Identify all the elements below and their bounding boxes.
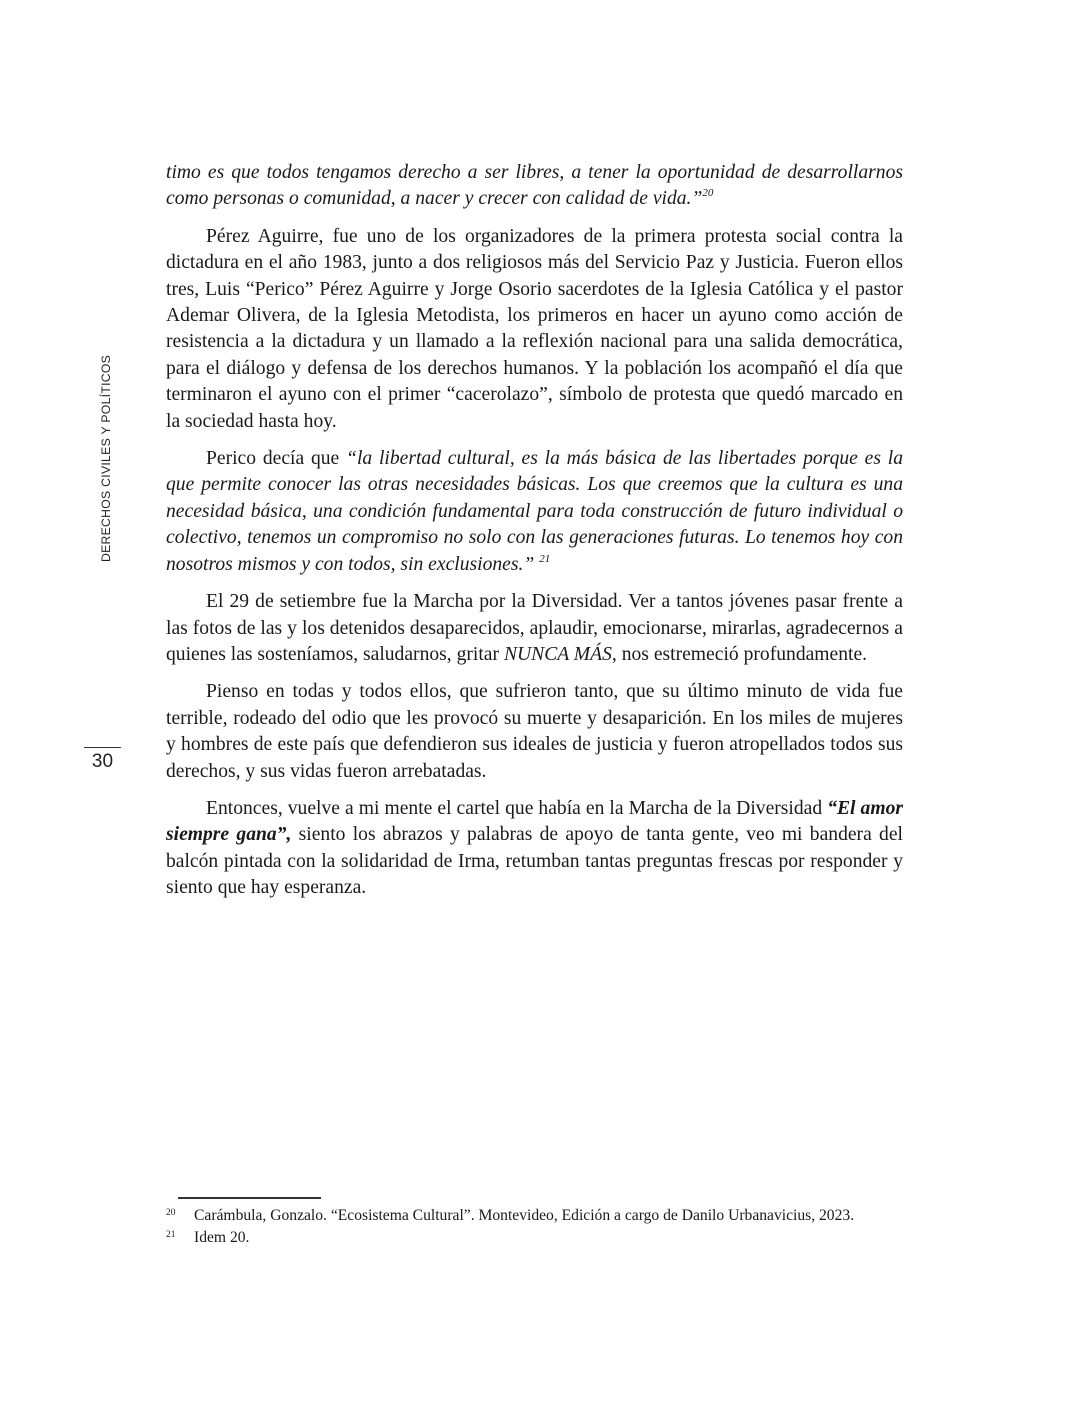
page-number: 30 — [91, 751, 114, 772]
paragraph-tail: , nos estremeció profundamente. — [611, 643, 868, 665]
paragraph-text: Pienso en todas y todos ellos, que sufrieron tanto, que su último minuto de vida fue terrible, rodeado del odio que les provocó su muerte y desaparición. En los miles de mujeres y hombres de este país que defendieron sus ideales de justicia y fueron atropellados todos sus derechos, y sus vidas fueron arrebatadas. — [166, 681, 903, 782]
emphasis-text: “El amor siempre gana”, — [166, 797, 903, 846]
paragraph — [166, 796, 903, 902]
running-head: DERECHOS CIVILES Y POLÍTICOS — [99, 354, 113, 562]
paragraph-quote-continuation — [166, 160, 903, 213]
footnote-text: Carámbula, Gonzalo. “Ecosistema Cultural”. Montevideo, Edición a cargo de Danilo Urbanavicius, 2023. — [194, 1207, 855, 1224]
footnote-number: 21 — [166, 1230, 176, 1240]
quote-text: timo es que todos tengamos derecho a ser libres, a tener la oportunidad de desarrollarnos como personas o comunidad, a nacer y crecer con calidad de vida.” — [166, 162, 903, 210]
paragraph — [166, 679, 903, 785]
paragraph-lead: Perico decía que — [206, 448, 347, 470]
paragraph — [166, 224, 903, 435]
quote-text: “la libertad cultural, es la más básica de las libertades porque es la que permite conocer las otras necesidades básicas. Los que creemos que la cultura es una necesidad básica, una condición fundamental para toda construcción de futuro individual o colectivo, tenemos un compromiso no solo con las generaciones futuras. Lo tenemos hoy con nosotros mismos y con todos, sin exclusiones.” — [166, 448, 903, 575]
paragraph-lead: El 29 de setiembre fue la Marcha por la Diversidad. Ver a tantos jóvenes pasar frente a las fotos de las y los detenidos desaparecidos, aplaudir, emocionarse, mirarlas, agradecernos a quienes las sosteníamos, saludarnos, gritar — [166, 591, 903, 665]
footnote-ref: 20 — [702, 187, 714, 200]
footnote-number: 20 — [166, 1208, 176, 1218]
paragraph-tail: siento los abrazos y palabras de apoyo de tanta gente, veo mi bandera del balcón pintada con la solidaridad de Irma, retumban tantas preguntas frescas por responder y siento que hay esperanza. — [166, 824, 903, 899]
footnote-text: Idem 20. — [194, 1229, 250, 1246]
footnotes — [166, 1205, 906, 1249]
body-text — [166, 160, 903, 913]
footnote — [166, 1227, 906, 1249]
paragraph-lead: Entonces, vuelve a mi mente el cartel que había en la Marcha de la Diversidad — [206, 797, 828, 819]
emphasis-text: NUNCA MÁS — [503, 643, 612, 665]
footnote-ref: 21 — [539, 552, 551, 565]
paragraph — [166, 589, 903, 668]
paragraph-text: Pérez Aguirre, fue uno de los organizadores de la primera protesta social contra la dictadura en el año 1983, junto a dos religiosos más del Servicio Paz y Justicia. Fueron ellos tres, Luis “Perico” Pérez Aguirre y Jorge Osorio sacerdotes de la Iglesia Católica y el pastor Ademar Olivera, de la Iglesia Metodista, los primeros en hacer un ayuno como acción de resistencia a la dictadura y un llamado a la reflexión nacional para una salida democrática, para el diálogo y defensa de los derechos humanos. Y la población los acompañó el día que terminaron el ayuno con el primer “cacerolazo”, símbolo de protesta que quedó marcado en la sociedad hasta hoy. — [166, 225, 903, 432]
footnote-rule — [178, 1197, 321, 1199]
page-number-rule — [84, 747, 121, 748]
paragraph — [166, 446, 903, 578]
footnote — [166, 1205, 906, 1227]
